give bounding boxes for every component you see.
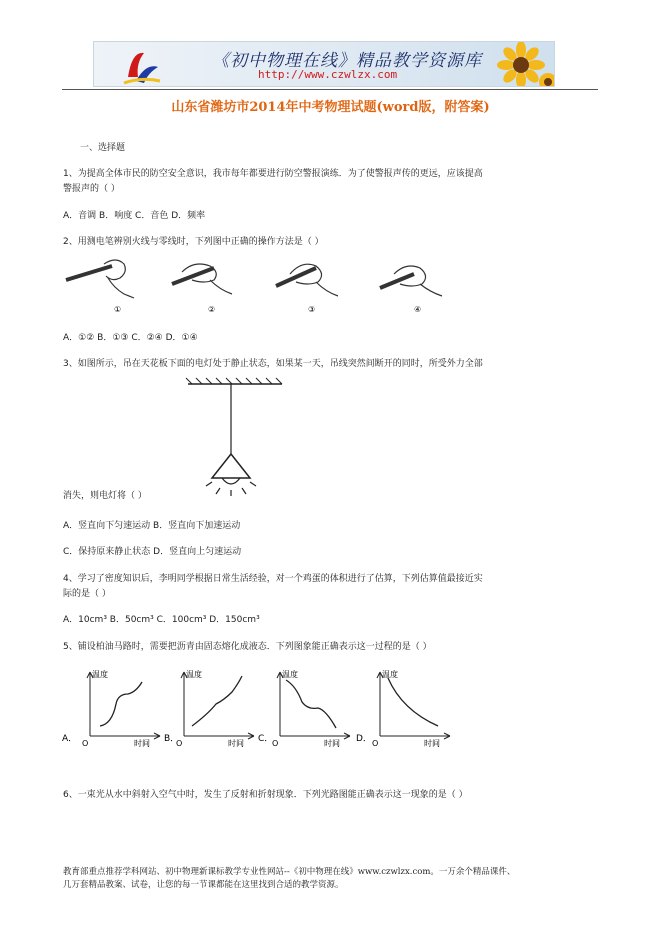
- q5-option-b: B．: [164, 734, 180, 744]
- q5-d-xlabel: 时间: [424, 739, 440, 748]
- q2-figure: [64, 258, 444, 318]
- q5-c-origin: O: [272, 739, 279, 748]
- document-title: 山东省潍坊市2014年中考物理试题(word版，附答案): [171, 100, 490, 115]
- footer-line2: 几万套精品教案、试卷，让您的每一节课都能在这里找到合适的教学资源。: [63, 880, 344, 890]
- q5-option-d: D．: [356, 734, 372, 744]
- q3-line2: 消失，则电灯将（ ）: [63, 491, 147, 501]
- section-heading: 一、选择题: [80, 143, 126, 153]
- q2-figure-1: [66, 260, 134, 298]
- q5-a-xlabel: 时间: [134, 739, 150, 748]
- q5-c-xlabel: 时间: [324, 739, 340, 748]
- q5-a-origin: O: [82, 739, 89, 748]
- q4-options: A．10cm³ B．50cm³ C．100cm³ D．150cm³: [63, 615, 260, 625]
- q5-graph-d: [356, 669, 450, 748]
- q3-line1: 3、如图所示，吊在天花板下面的电灯处于静止状态，如果某一天，吊线突然间断开的同时，所受外力全部: [63, 359, 483, 369]
- q4-line1: 4、学习了密度知识后，李明同学根据日常生活经验，对一个鸡蛋的体积进行了估算，下列估算值最接近实: [63, 574, 483, 584]
- q2-options: A．①② B．①③ C．②④ D．①④: [63, 333, 198, 343]
- banner-url[interactable]: http://www.czwlzx.com: [258, 68, 398, 81]
- sunflower-icon: [486, 42, 555, 87]
- q2-label-3: ③: [308, 305, 316, 314]
- q2-figure-3: [276, 264, 338, 296]
- q5-option-a: A．: [62, 734, 78, 744]
- q5-option-c: C．: [258, 734, 274, 744]
- q2-figure-2: [172, 264, 232, 294]
- q3-options-row1: A．竖直向下匀速运动 B．竖直向下加速运动: [63, 521, 241, 531]
- q2-label-2: ②: [208, 305, 216, 314]
- banner-title: 《初中物理在线》精品教学资源库: [212, 51, 482, 71]
- q6-line1: 6、一束光从水中斜射入空气中时，发生了反射和折射现象．下列光路图能正确表示这一现象的是（ ）: [63, 790, 468, 800]
- logo-icon: [122, 43, 162, 87]
- q2-label-4: ④: [414, 305, 422, 314]
- q2-line1: 2、用测电笔辨别火线与零线时，下列图中正确的操作方法是（ ）: [63, 237, 324, 247]
- q2-figure-4: [380, 266, 442, 296]
- q5-graph-c: [258, 669, 350, 748]
- q5-d-ylabel: 温度: [382, 670, 398, 679]
- q2-label-1: ①: [114, 305, 122, 314]
- header-banner: [93, 41, 555, 87]
- q1-line1: 1、为提高全体市民的防空安全意识，我市每年都要进行防空警报演练．为了使警报声传的更远，应该提高: [63, 169, 483, 179]
- q5-b-xlabel: 时间: [228, 739, 244, 748]
- q1-options: A．音调 B．响度 C．音色 D．频率: [63, 211, 206, 221]
- q5-b-origin: O: [176, 739, 183, 748]
- q5-graphs: [62, 664, 462, 754]
- q5-graph-a: [62, 669, 160, 748]
- q5-line1: 5、铺设柏油马路时，需要把沥青由固态熔化成液态．下列图象能正确表示这一过程的是（ ）: [63, 642, 432, 652]
- q5-c-ylabel: 温度: [282, 670, 298, 679]
- footer-line1: 教育部重点推荐学科网站、初中物理新课标教学专业性网站--《初中物理在线》www.czwlzx.com。一万余个精品课件、: [63, 867, 516, 877]
- q5-graph-b: [164, 669, 254, 748]
- q3-lamp-figure: [186, 378, 286, 498]
- q5-a-ylabel: 温度: [92, 670, 108, 679]
- q5-b-ylabel: 温度: [186, 670, 202, 679]
- q3-options-row2: C．保持原来静止状态 D．竖直向上匀速运动: [63, 547, 242, 557]
- q5-d-origin: O: [372, 739, 379, 748]
- q4-line2: 际的是（ ）: [63, 589, 111, 599]
- q1-line2: 警报声的（ ）: [63, 184, 120, 194]
- header-rule: [62, 89, 598, 90]
